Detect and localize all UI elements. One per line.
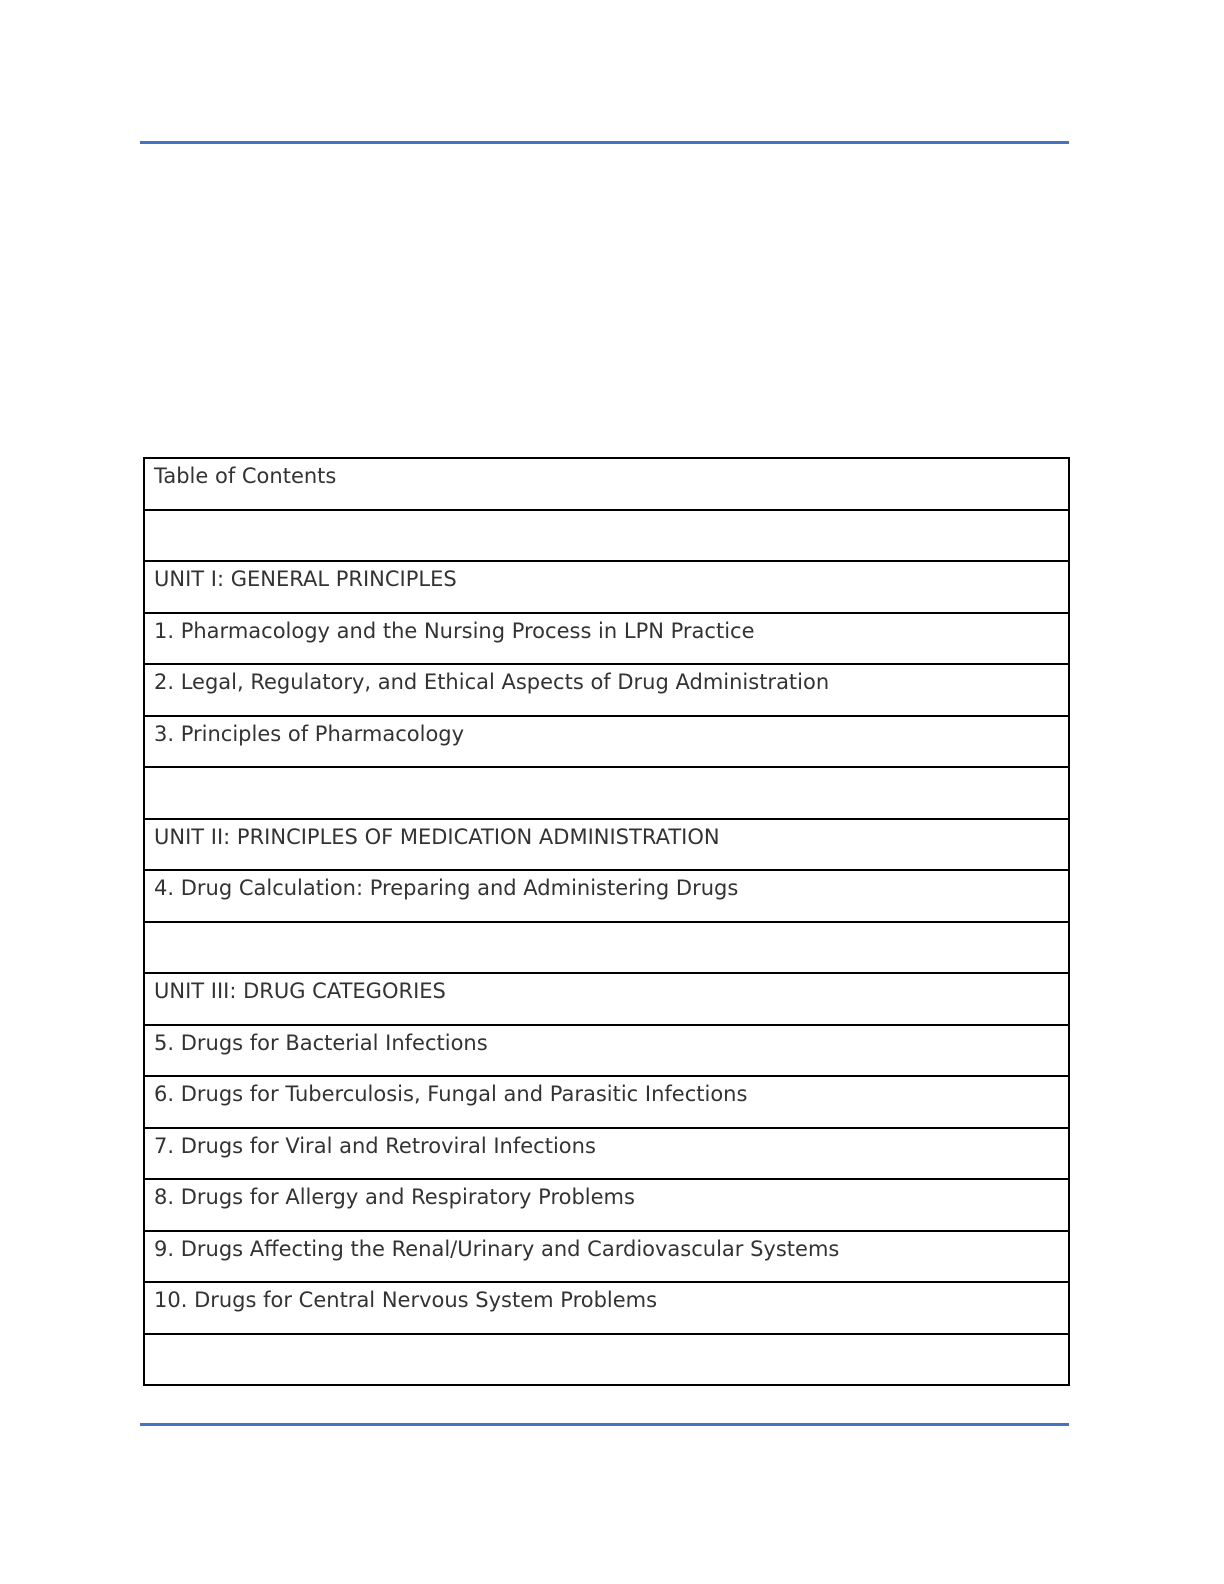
unit-heading: UNIT I: GENERAL PRINCIPLES: [154, 567, 457, 591]
toc-blank-row: [144, 1334, 1069, 1386]
footer-rule: [140, 1423, 1069, 1426]
toc-chapter-row: [144, 1025, 1069, 1077]
header-rule: [140, 141, 1069, 144]
toc-unit-row: [144, 973, 1069, 1025]
unit-heading: UNIT II: PRINCIPLES OF MEDICATION ADMINISTRATION: [154, 824, 720, 849]
toc-chapter-row: [144, 1128, 1069, 1180]
toc-chapter-row: [144, 716, 1069, 768]
chapter-entry: 6. Drugs for Tuberculosis, Fungal and Parasitic Infections: [154, 1082, 748, 1106]
toc-chapter-row: [144, 1076, 1069, 1128]
toc-chapter-row: [144, 870, 1069, 922]
toc-title: Table of Contents: [154, 464, 337, 488]
chapter-entry: 10. Drugs for Central Nervous System Problems: [154, 1288, 658, 1312]
chapter-entry: 1. Pharmacology and the Nursing Process in LPN Practice: [154, 618, 755, 643]
toc-blank-row: [144, 767, 1069, 819]
toc-chapter-row: [144, 664, 1069, 716]
toc-blank-row: [144, 510, 1069, 562]
toc-chapter-row: [144, 1282, 1069, 1334]
chapter-entry: 5. Drugs for Bacterial Infections: [154, 1030, 488, 1055]
chapter-entry: 2. Legal, Regulatory, and Ethical Aspects of Drug Administration: [154, 670, 830, 694]
toc-blank-row: [144, 922, 1069, 974]
table-of-contents: [143, 457, 1070, 1386]
toc-unit-row: [144, 561, 1069, 613]
toc-unit-row: [144, 819, 1069, 871]
toc-title-row: [144, 458, 1069, 510]
chapter-entry: 3. Principles of Pharmacology: [154, 721, 465, 746]
toc-chapter-row: [144, 1179, 1069, 1231]
toc-chapter-row: [144, 613, 1069, 665]
toc-chapter-row: [144, 1231, 1069, 1283]
chapter-entry: 9. Drugs Affecting the Renal/Urinary and Cardiovascular Systems: [154, 1236, 840, 1261]
unit-heading: UNIT III: DRUG CATEGORIES: [154, 979, 446, 1003]
chapter-entry: 7. Drugs for Viral and Retroviral Infections: [154, 1133, 596, 1158]
chapter-entry: 8. Drugs for Allergy and Respiratory Problems: [154, 1185, 635, 1209]
chapter-entry: 4. Drug Calculation: Preparing and Administering Drugs: [154, 876, 739, 900]
